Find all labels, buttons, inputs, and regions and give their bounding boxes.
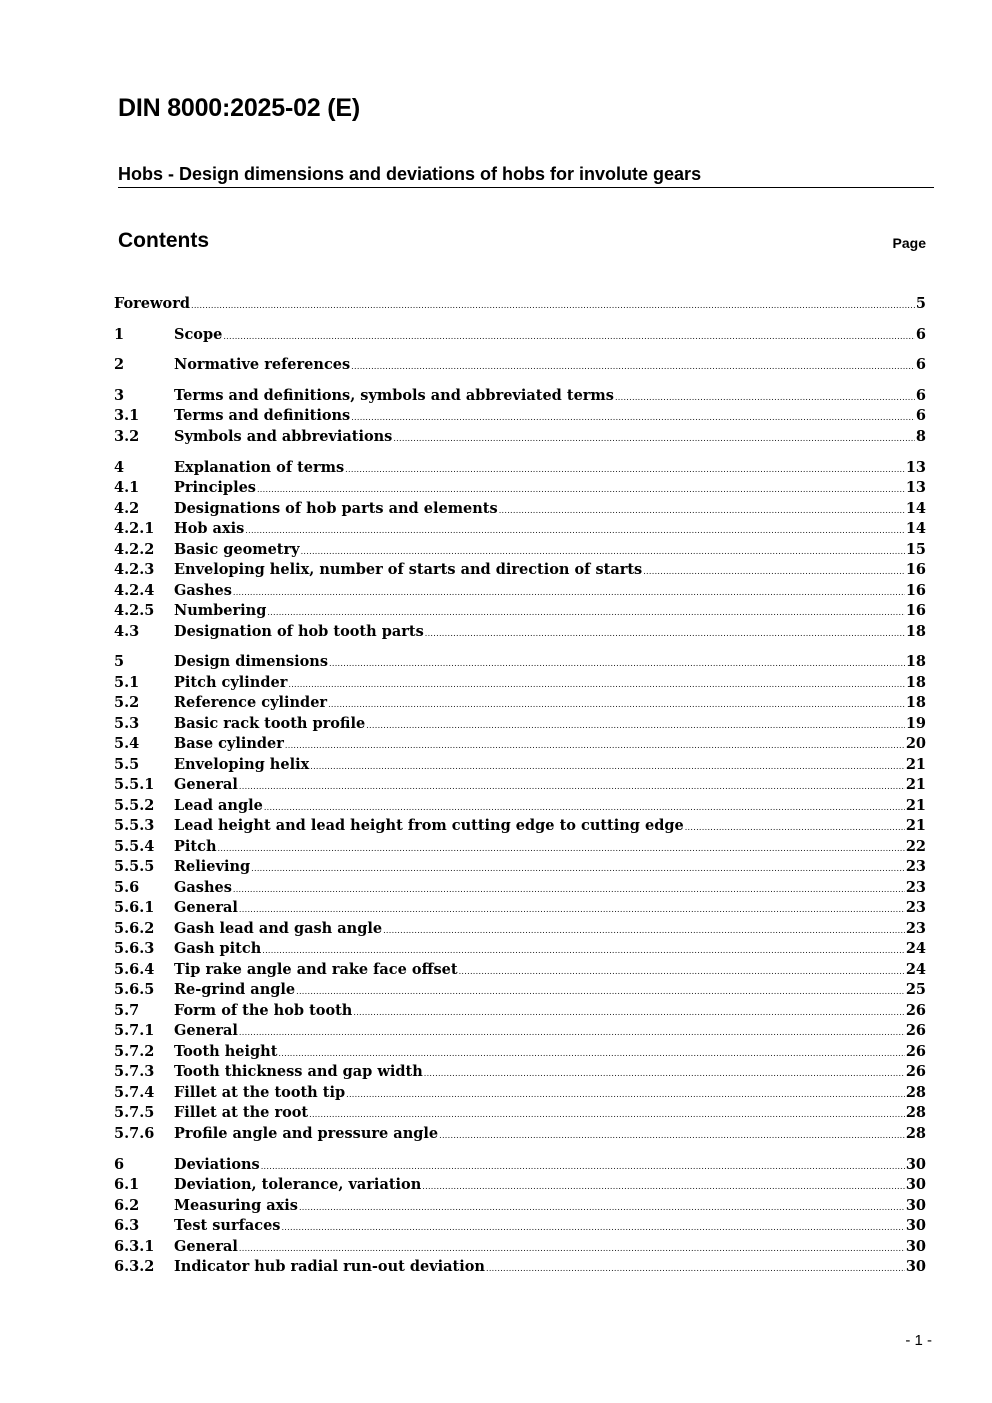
toc-entry-title: Tooth thickness and gap width <box>174 1063 423 1080</box>
toc-entry-number: 5.7.6 <box>114 1125 155 1142</box>
toc-dot-leader <box>486 1264 905 1273</box>
toc-entry-number: 3.2 <box>114 428 140 445</box>
toc-entry-page: 16 <box>905 561 926 578</box>
toc-entry-number: 6.1 <box>114 1176 140 1193</box>
toc-entry-title: Principles <box>174 479 256 496</box>
toc-entry[interactable] <box>114 1063 926 1083</box>
toc-entry-page: 23 <box>905 879 926 896</box>
toc-entry[interactable] <box>114 1084 926 1104</box>
toc-entry[interactable] <box>114 817 926 837</box>
toc-entry[interactable] <box>114 1197 926 1217</box>
toc-entry-title: Test surfaces <box>174 1217 281 1234</box>
toc-dot-leader <box>301 547 905 556</box>
toc-dot-leader <box>267 608 904 617</box>
toc-entry-title: Symbols and abbreviations <box>174 428 393 445</box>
toc-dot-leader <box>351 413 915 422</box>
toc-entry-page: 14 <box>905 520 926 537</box>
toc-entry-title: Fillet at the tooth tip <box>174 1084 346 1101</box>
toc-entry[interactable] <box>114 1125 926 1145</box>
toc-entry-number: 5.5 <box>114 756 140 773</box>
toc-dot-leader <box>425 629 905 638</box>
toc-dot-leader <box>288 680 904 689</box>
toc-entry-number: 5.5.2 <box>114 797 155 814</box>
toc-dot-leader <box>615 393 915 402</box>
toc-entry-page: 19 <box>905 715 926 732</box>
toc-entry-title: Profile angle and pressure angle <box>174 1125 439 1142</box>
toc-entry-title: Design dimensions <box>174 653 329 670</box>
toc-entry[interactable] <box>114 1104 926 1124</box>
toc-entry-page: 6 <box>915 326 926 343</box>
toc-entry[interactable] <box>114 561 926 581</box>
toc-entry[interactable] <box>114 1258 926 1278</box>
toc-entry[interactable] <box>114 920 926 940</box>
toc-dot-leader <box>439 1131 905 1140</box>
toc-entry-page: 21 <box>905 817 926 834</box>
toc-entry[interactable] <box>114 459 926 479</box>
toc-entry-number: 6 <box>114 1156 125 1173</box>
toc-dot-leader <box>393 434 915 443</box>
toc-entry-title: Explanation of terms <box>174 459 345 476</box>
toc-entry-number: 5.7.3 <box>114 1063 155 1080</box>
toc-entry-title: Reference cylinder <box>174 694 328 711</box>
toc-dot-leader <box>264 803 905 812</box>
toc-entry[interactable] <box>114 674 926 694</box>
toc-entry[interactable] <box>114 1238 926 1258</box>
toc-dot-leader <box>309 1110 905 1119</box>
toc-entry[interactable] <box>114 479 926 499</box>
toc-entry-page: 23 <box>905 899 926 916</box>
toc-dot-leader <box>353 1008 904 1017</box>
contents-heading: Contents <box>118 229 209 252</box>
toc-dot-leader <box>281 1223 904 1232</box>
toc-entry-page: 28 <box>905 1125 926 1142</box>
toc-entry-page: 30 <box>905 1258 926 1275</box>
toc-entry-number: 5.6.1 <box>114 899 155 916</box>
toc-entry[interactable] <box>114 541 926 561</box>
toc-entry[interactable] <box>114 858 926 878</box>
toc-entry-title: Pitch cylinder <box>174 674 288 691</box>
toc-entry-number: 3.1 <box>114 407 140 424</box>
toc-dot-leader <box>239 1028 905 1037</box>
toc-entry[interactable] <box>114 428 926 448</box>
toc-entry-page: 8 <box>915 428 926 445</box>
toc-entry-page: 23 <box>905 920 926 937</box>
toc-entry-title: Pitch <box>174 838 217 855</box>
toc-entry-number: 5.5.5 <box>114 858 155 875</box>
toc-entry-number: 5.7.5 <box>114 1104 155 1121</box>
toc-dot-leader <box>233 885 905 894</box>
toc-entry[interactable] <box>114 1022 926 1042</box>
toc-entry-page: 18 <box>905 653 926 670</box>
toc-entry-page: 24 <box>905 940 926 957</box>
toc-entry-number: 4.2.4 <box>114 582 155 599</box>
toc-entry[interactable] <box>114 602 926 622</box>
toc-entry-number: 4.2 <box>114 500 140 517</box>
toc-entry-number: 5.6.4 <box>114 961 155 978</box>
toc-entry-number: 5.5.4 <box>114 838 155 855</box>
toc-entry-title: Hob axis <box>174 520 245 537</box>
toc-entry-page: 22 <box>905 838 926 855</box>
toc-entry[interactable] <box>114 981 926 1001</box>
toc-entry-number: 5.6.3 <box>114 940 155 957</box>
toc-entry-title: Designation of hob tooth parts <box>174 623 424 640</box>
toc-entry-number: 5.6.5 <box>114 981 155 998</box>
toc-entry-page: 26 <box>905 1043 926 1060</box>
toc-entry-number: 4.1 <box>114 479 140 496</box>
toc-entry-page: 25 <box>905 981 926 998</box>
document-subtitle: Hobs - Design dimensions and deviations of hobs for involute gears <box>118 163 934 188</box>
toc-entry-number: 5.4 <box>114 735 140 752</box>
toc-dot-leader <box>239 782 905 791</box>
toc-entry-title: Enveloping helix <box>174 756 310 773</box>
toc-entry-title: Indicator hub radial run-out deviation <box>174 1258 485 1275</box>
toc-entry[interactable] <box>114 838 926 858</box>
toc-dot-leader <box>239 905 905 914</box>
toc-entry-title: Form of the hob tooth <box>174 1002 353 1019</box>
toc-entry-number: 2 <box>114 356 125 373</box>
toc-dot-leader <box>329 659 905 668</box>
page-column-heading: Page <box>892 235 926 251</box>
toc-entry-number: 6.3 <box>114 1217 140 1234</box>
toc-dot-leader <box>299 1203 905 1212</box>
toc-entry-title: General <box>174 1238 238 1255</box>
toc-entry-title: Fillet at the root <box>174 1104 309 1121</box>
toc-entry-number: 3 <box>114 387 125 404</box>
toc-dot-leader <box>366 721 905 730</box>
toc-entry-title: Gashes <box>174 582 232 599</box>
toc-entry-title: Tooth height <box>174 1043 278 1060</box>
toc-entry-title: Lead angle <box>174 797 263 814</box>
toc-entry[interactable] <box>114 899 926 919</box>
toc-entry-number: 5.5.3 <box>114 817 155 834</box>
toc-entry[interactable] <box>114 1043 926 1063</box>
toc-entry[interactable] <box>114 940 926 960</box>
toc-entry-page: 30 <box>905 1156 926 1173</box>
toc-entry-title: Designations of hob parts and elements <box>174 500 498 517</box>
toc-entry-title: Enveloping helix, number of starts and direction of starts <box>174 561 643 578</box>
toc-dot-leader <box>261 1162 905 1171</box>
toc-entry-number: 4.2.3 <box>114 561 155 578</box>
toc-dot-leader <box>257 485 905 494</box>
toc-entry-title: General <box>174 1022 238 1039</box>
toc-entry-number: 4.3 <box>114 623 140 640</box>
toc-entry-title: Lead height and lead height from cutting edge to cutting edge <box>174 817 684 834</box>
toc-entry-page: 26 <box>905 1002 926 1019</box>
toc-dot-leader <box>285 741 905 750</box>
toc-dot-leader <box>346 1090 905 1099</box>
toc-entry-page: 14 <box>905 500 926 517</box>
toc-entry-number: 5 <box>114 653 125 670</box>
toc-entry-page: 13 <box>905 459 926 476</box>
toc-entry[interactable] <box>114 694 926 714</box>
toc-entry-page: 30 <box>905 1217 926 1234</box>
toc-entry-title: Tip rake angle and rake face offset <box>174 961 458 978</box>
toc-entry-page: 24 <box>905 961 926 978</box>
toc-entry[interactable] <box>114 1176 926 1196</box>
toc-entry-page: 30 <box>905 1197 926 1214</box>
toc-entry-title: General <box>174 776 238 793</box>
toc-entry-page: 26 <box>905 1022 926 1039</box>
toc-entry[interactable] <box>114 776 926 796</box>
toc-entry-title: General <box>174 899 238 916</box>
toc-entry-page: 28 <box>905 1104 926 1121</box>
toc-dot-leader <box>296 987 905 996</box>
toc-entry-number: 4.2.5 <box>114 602 155 619</box>
toc-entry-number: 6.3.2 <box>114 1258 155 1275</box>
toc-entry-page: 6 <box>915 407 926 424</box>
toc-entry[interactable] <box>114 735 926 755</box>
toc-dot-leader <box>278 1049 904 1058</box>
toc-entry-title: Gash pitch <box>174 940 262 957</box>
toc-entry-number: 5.7 <box>114 1002 140 1019</box>
toc-entry-number: 4.2.2 <box>114 541 155 558</box>
toc-entry[interactable] <box>114 653 926 673</box>
toc-dot-leader <box>239 1244 905 1253</box>
toc-entry-page: 21 <box>905 776 926 793</box>
toc-entry-page: 21 <box>905 797 926 814</box>
toc-entry[interactable] <box>114 1217 926 1237</box>
toc-entry[interactable] <box>114 387 926 407</box>
toc-dot-leader <box>233 588 905 597</box>
toc-entry-title: Deviation, tolerance, variation <box>174 1176 422 1193</box>
toc-entry[interactable] <box>114 356 926 376</box>
toc-entry-page: 18 <box>905 623 926 640</box>
toc-entry-page: 16 <box>905 602 926 619</box>
toc-entry-number: 5.2 <box>114 694 140 711</box>
toc-entry-page: 16 <box>905 582 926 599</box>
toc-dot-leader <box>345 465 905 474</box>
toc-dot-leader <box>262 946 905 955</box>
toc-dot-leader <box>191 301 915 310</box>
toc-entry-page: 18 <box>905 674 926 691</box>
toc-entry-number: 5.5.1 <box>114 776 155 793</box>
toc-entry-number: 1 <box>114 326 125 343</box>
toc-entry-title: Terms and definitions, symbols and abbreviated terms <box>174 387 614 404</box>
toc-dot-leader <box>685 823 905 832</box>
toc-entry[interactable] <box>114 295 926 315</box>
toc-entry[interactable] <box>114 1156 926 1176</box>
toc-dot-leader <box>328 700 905 709</box>
toc-entry-number: 4.2.1 <box>114 520 155 537</box>
toc-entry-page: 26 <box>905 1063 926 1080</box>
toc-entry-number: 5.7.1 <box>114 1022 155 1039</box>
toc-dot-leader <box>422 1182 905 1191</box>
toc-entry-number: 5.3 <box>114 715 140 732</box>
toc-entry-title: Measuring axis <box>174 1197 298 1214</box>
toc-entry-title: Gash lead and gash angle <box>174 920 383 937</box>
toc-entry-title: Basic rack tooth profile <box>174 715 366 732</box>
toc-entry-title: Foreword <box>114 295 190 312</box>
toc-entry-title: Basic geometry <box>174 541 300 558</box>
toc-entry[interactable] <box>114 582 926 602</box>
toc-dot-leader <box>223 332 915 341</box>
toc-entry-number: 5.7.4 <box>114 1084 155 1101</box>
toc-dot-leader <box>424 1069 905 1078</box>
toc-entry[interactable] <box>114 1002 926 1022</box>
toc-entry[interactable] <box>114 407 926 427</box>
toc-dot-leader <box>459 967 905 976</box>
toc-entry-page: 28 <box>905 1084 926 1101</box>
toc-entry-title: Scope <box>174 326 223 343</box>
toc-entry-page: 30 <box>905 1238 926 1255</box>
toc-entry[interactable] <box>114 326 926 346</box>
toc-entry-number: 5.6.2 <box>114 920 155 937</box>
toc-entry-page: 13 <box>905 479 926 496</box>
toc-dot-leader <box>245 526 905 535</box>
toc-entry-title: Gashes <box>174 879 232 896</box>
toc-entry-title: Re-grind angle <box>174 981 296 998</box>
toc-entry-title: Deviations <box>174 1156 260 1173</box>
toc-entry[interactable] <box>114 797 926 817</box>
toc-entry[interactable] <box>114 879 926 899</box>
toc-entry[interactable] <box>114 500 926 520</box>
toc-entry-title: Normative references <box>174 356 351 373</box>
toc-dot-leader <box>351 362 915 371</box>
toc-entry-page: 20 <box>905 735 926 752</box>
toc-dot-leader <box>499 506 905 515</box>
toc-dot-leader <box>643 567 905 576</box>
toc-entry[interactable] <box>114 520 926 540</box>
toc-entry-page: 30 <box>905 1176 926 1193</box>
toc-dot-leader <box>310 762 905 771</box>
toc-entry-number: 4 <box>114 459 125 476</box>
toc-entry-title: Base cylinder <box>174 735 284 752</box>
page-number-footer: - 1 - <box>905 1332 932 1349</box>
toc-entry-number: 6.3.1 <box>114 1238 155 1255</box>
toc-entry[interactable] <box>114 715 926 735</box>
toc-entry[interactable] <box>114 961 926 981</box>
toc-entry-page: 6 <box>915 356 926 373</box>
toc-entry[interactable] <box>114 756 926 776</box>
document-title: DIN 8000:2025-02 (E) <box>118 94 360 122</box>
toc-entry-page: 6 <box>915 387 926 404</box>
toc-entry-number: 6.2 <box>114 1197 140 1214</box>
toc-dot-leader <box>217 844 904 853</box>
toc-entry[interactable] <box>114 623 926 643</box>
toc-entry-page: 21 <box>905 756 926 773</box>
toc-dot-leader <box>383 926 905 935</box>
toc-entry-number: 5.6 <box>114 879 140 896</box>
toc-entry-page: 23 <box>905 858 926 875</box>
toc-dot-leader <box>251 864 905 873</box>
toc-entry-page: 18 <box>905 694 926 711</box>
toc-entry-number: 5.7.2 <box>114 1043 155 1060</box>
toc-entry-page: 15 <box>905 541 926 558</box>
toc-entry-number: 5.1 <box>114 674 140 691</box>
toc-entry-title: Terms and definitions <box>174 407 351 424</box>
toc-entry-title: Relieving <box>174 858 251 875</box>
toc-entry-page: 5 <box>915 295 926 312</box>
toc-entry-title: Numbering <box>174 602 267 619</box>
